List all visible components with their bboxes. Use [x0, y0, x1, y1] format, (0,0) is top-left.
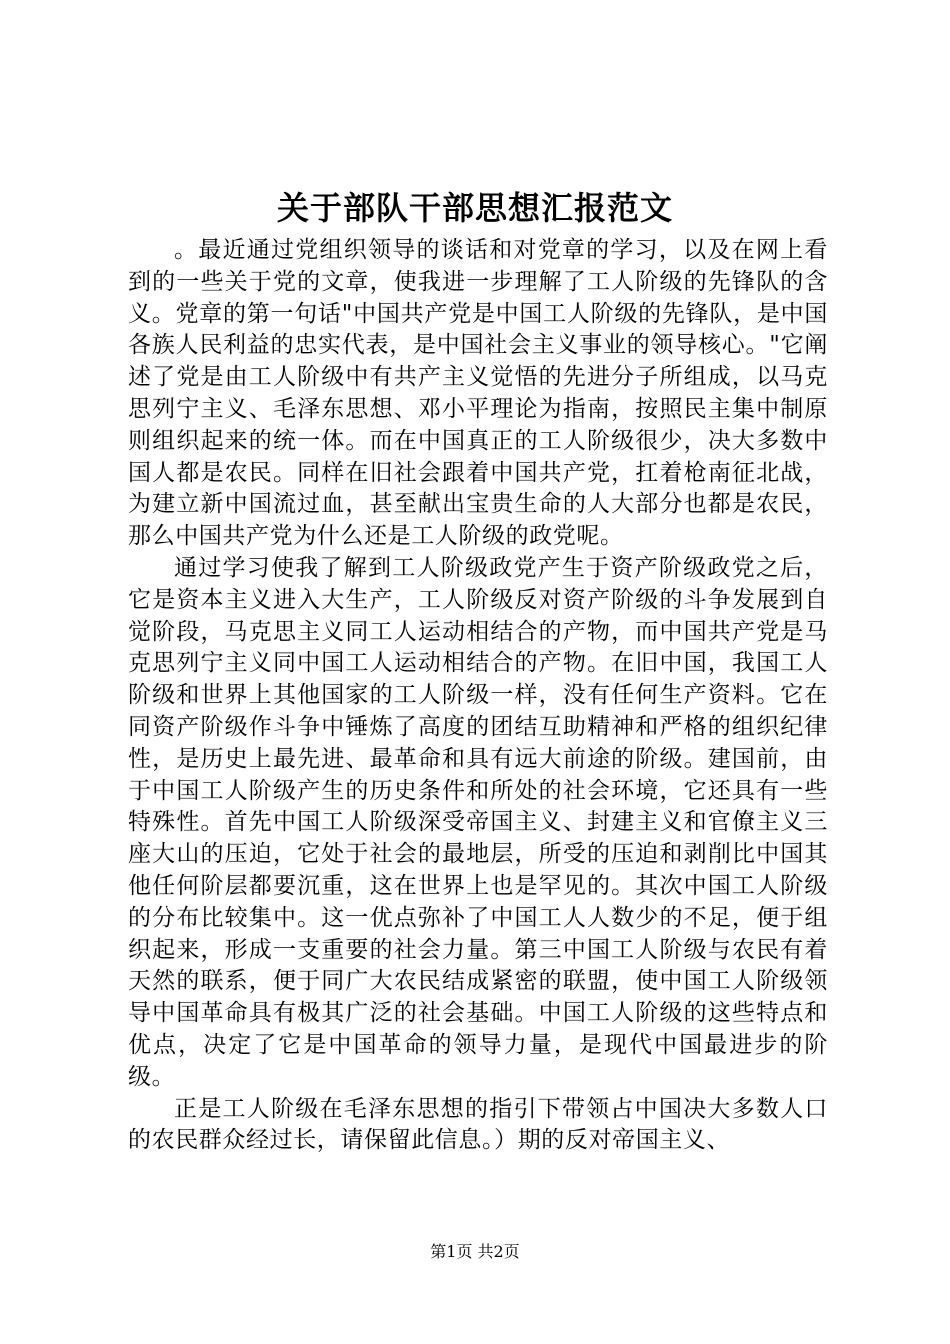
paragraph-3: 正是工人阶级在毛泽东思想的指引下带领占中国决大多数人口的农民群众经过长，请保留此信息。）期的反对帝国主义、 [128, 1095, 828, 1154]
page-footer: 第1页 共2页 [430, 1242, 520, 1261]
paragraph-2: 通过学习使我了解到工人阶级政党产生于资产阶级政党之后，它是资本主义进入大生产，工人阶级反对资产阶级的斗争发展到自觉阶段，马克思主义同工人运动相结合的产物，而中国共产党是马克思列宁主义同中国工人运动相结合的产物。在旧中国，我国工人阶级和世界上其他国家的工人阶级一样，没有任何生产资料。它在同资产阶级作斗争中锤炼了高度的团结互助精神和严格的组织纪律性，是历史上最先进、最革命和具有远大前途的阶级。建国前，由于中国工人阶级产生的历史条件和所处的社会环境，它还具有一些特殊性。首先中国工人阶级深受帝国主义、封建主义和官僚主义三座大山的压迫，它处于社会的最地层，所受的压迫和剥削比中国其他任何阶层都要沉重，这在世界上也是罕见的。其次中国工人阶级的分布比较集中。这一优点弥补了中国工人人数少的不足，便于组织起来，形成一支重要的社会力量。第三中国工人阶级与农民有着天然的联系，便于同广大农民结成紧密的联盟，使中国工人阶级领导中国革命具有极其广泛的社会基础。中国工人阶级的这些特点和优点，决定了它是中国革命的领导力量，是现代中国最进步的阶级。 [128, 554, 828, 1090]
document-title: 关于部队干部思想汇报范文 [276, 189, 673, 227]
paragraph-1: 。最近通过党组织领导的谈话和对党章的学习，以及在网上看到的一些关于党的文章，使我进一步理解了工人阶级的先锋队的含义。党章的第一句话"中国共产党是中国工人阶级的先锋队，是中国各族人民利益的忠实代表，是中国社会主义事业的领导核心。"它阐述了党是由工人阶级中有共产主义觉悟的先进分子所组成，以马克思列宁主义、毛泽东思想、邓小平理论为指南，按照民主集中制原则组织起来的统一体。而在中国真正的工人阶级很少，决大多数中国人都是农民。同样在旧社会跟着中国共产党，扛着枪南征北战，为建立新中国流过血，甚至献出宝贵生命的人大部分也都是农民，那么中国共产党为什么还是工人阶级的政党呢。 [128, 237, 828, 550]
document-body [128, 235, 828, 1157]
